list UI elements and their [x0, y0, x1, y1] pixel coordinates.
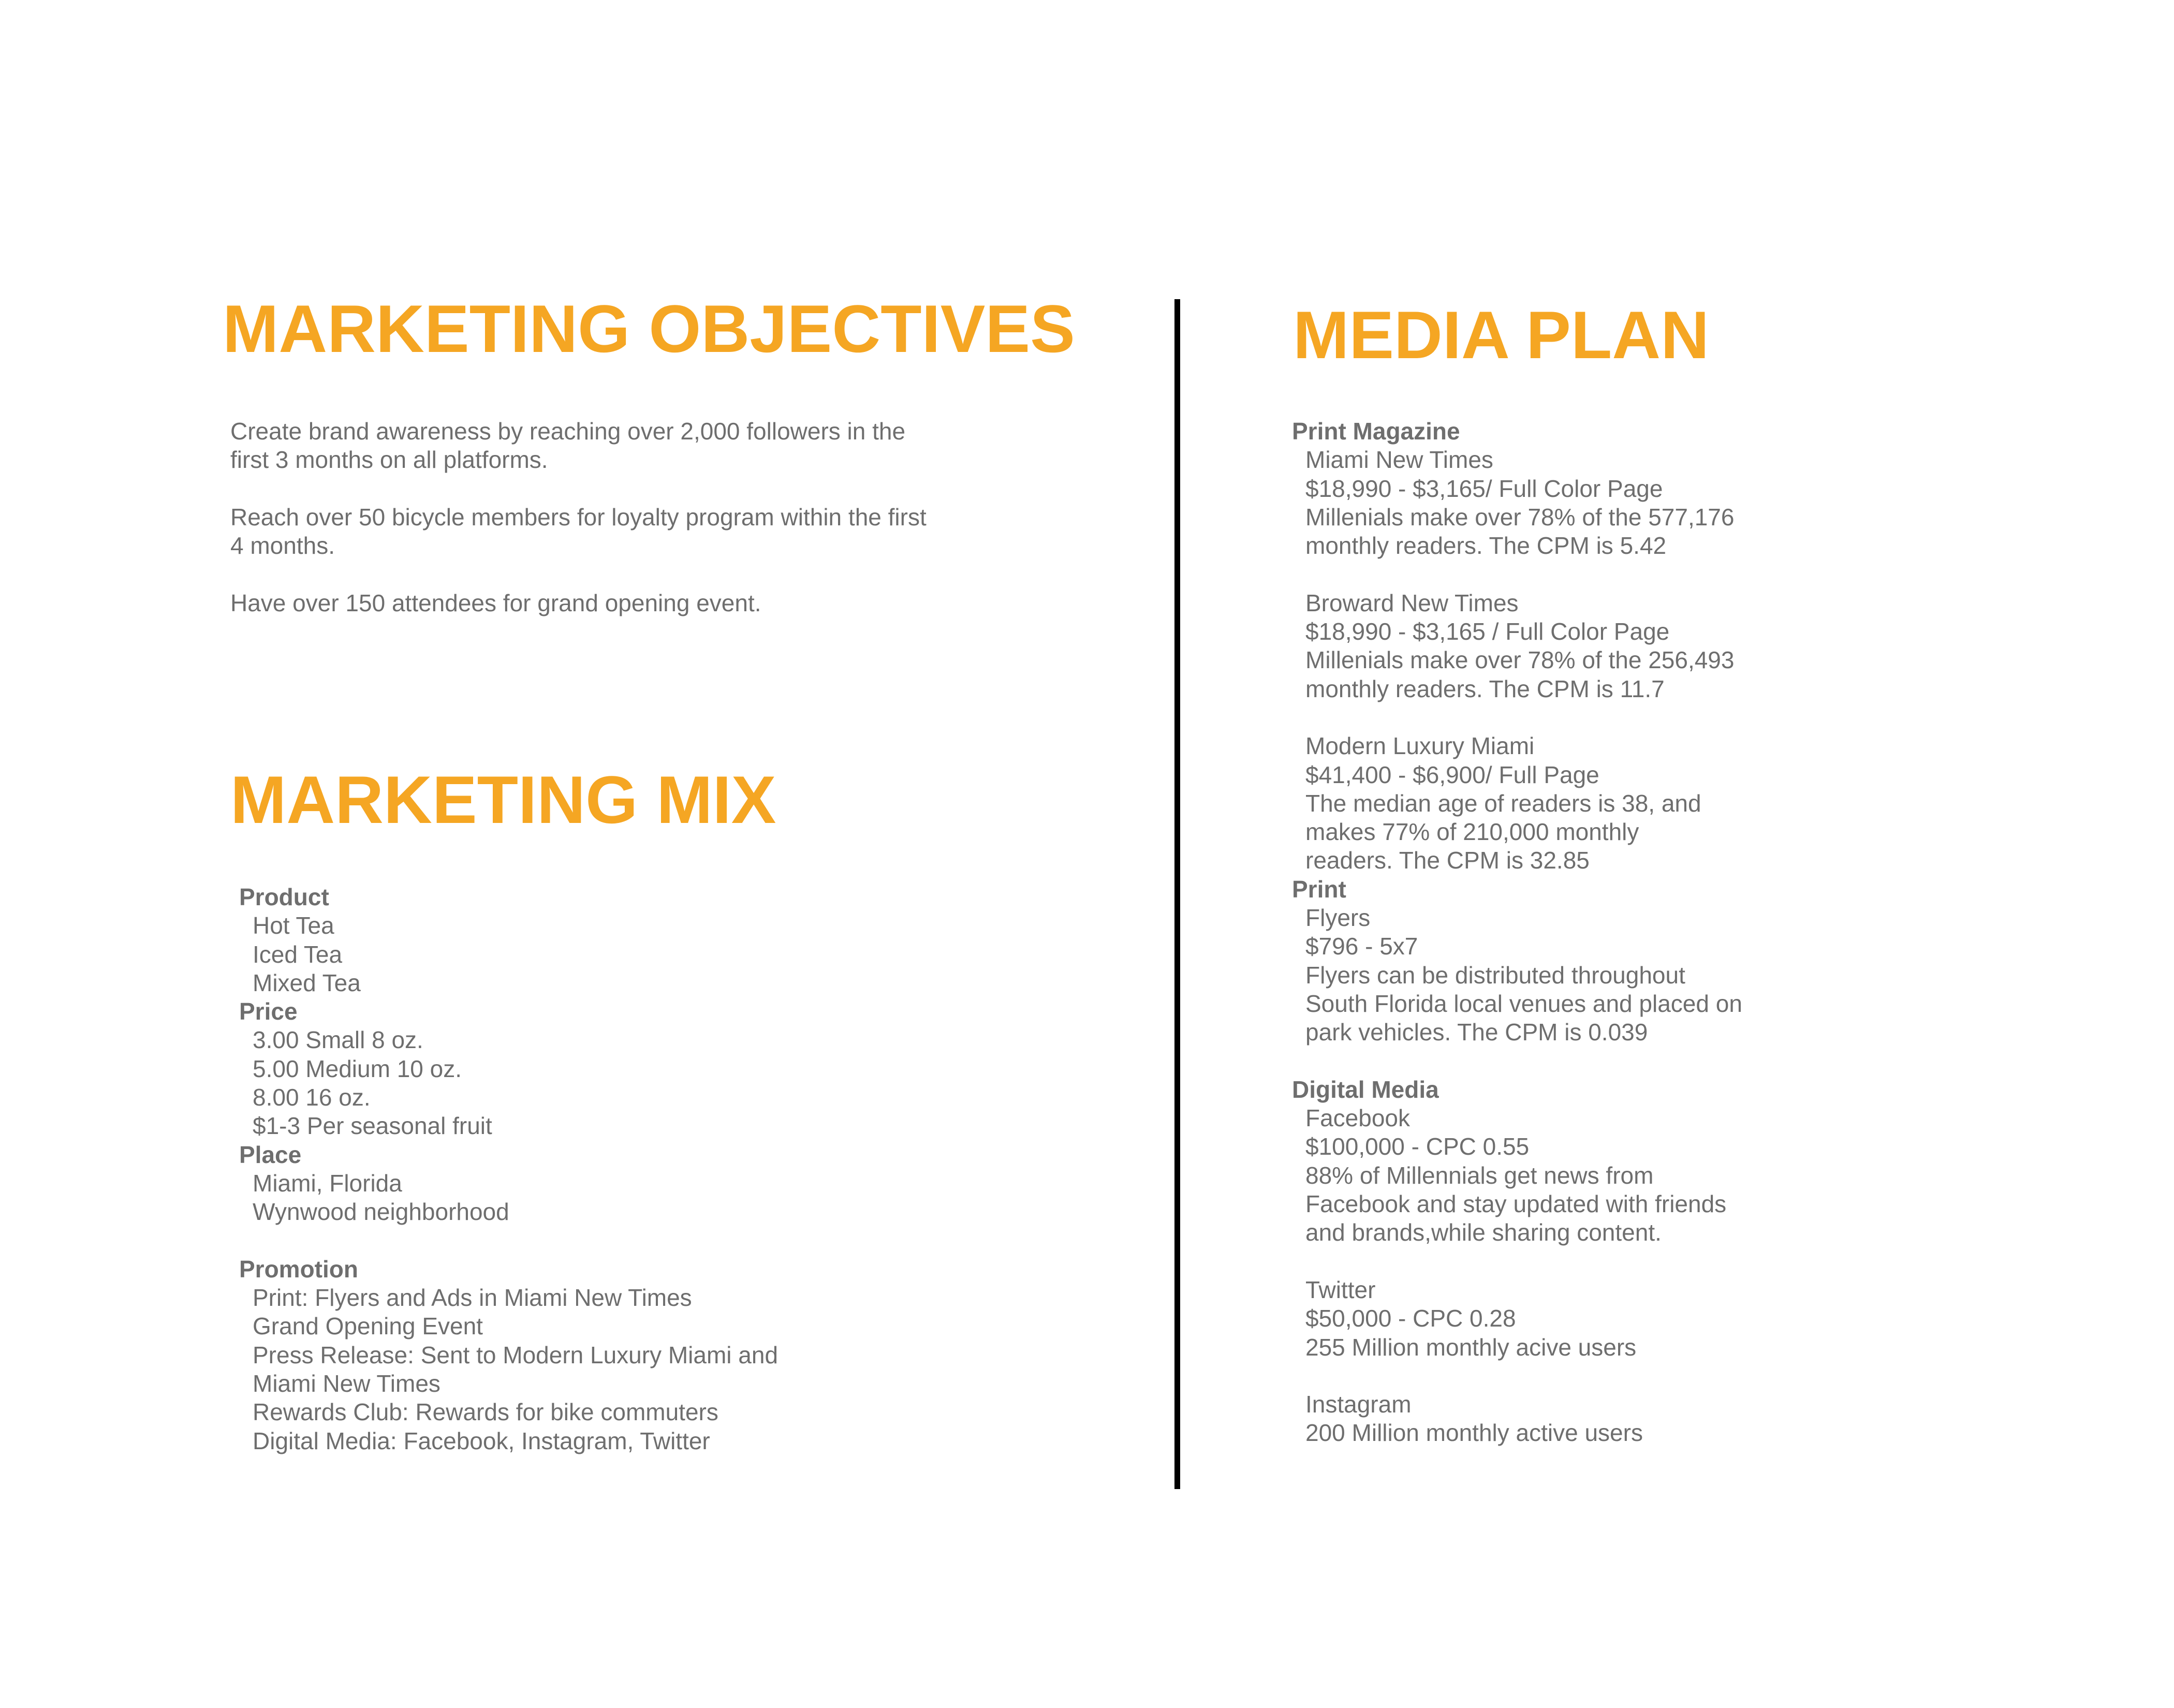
- media-line: Facebook: [1305, 1105, 1411, 1132]
- digital-media-label: Digital Media: [1292, 1076, 1439, 1103]
- media-line: Miami New Times: [1305, 446, 1493, 474]
- media-line: monthly readers. The CPM is 11.7: [1305, 675, 1665, 702]
- marketing-objectives-heading: MARKETING OBJECTIVES: [223, 291, 1075, 366]
- product-item: Mixed Tea: [253, 969, 361, 996]
- objective-line: 4 months.: [230, 532, 335, 559]
- promotion-item: Press Release: Sent to Modern Luxury Miami and: [253, 1341, 778, 1368]
- media-line: Millenials make over 78% of the 256,493: [1305, 646, 1735, 674]
- place-item: Miami, Florida: [253, 1169, 402, 1197]
- promotion-item: Rewards Club: Rewards for bike commuters: [253, 1398, 718, 1426]
- media-line: makes 77% of 210,000 monthly: [1305, 818, 1639, 846]
- media-line: The median age of readers is 38, and: [1305, 789, 1701, 817]
- media-line: Broward New Times: [1305, 589, 1519, 616]
- place-item: Wynwood neighborhood: [253, 1198, 509, 1226]
- media-line: readers. The CPM is 32.85: [1305, 847, 1590, 874]
- objective-line: Create brand awareness by reaching over 2,000 followers in the: [230, 418, 906, 445]
- media-line: 200 Million monthly active users: [1305, 1419, 1643, 1447]
- media-line: Flyers: [1305, 904, 1371, 932]
- media-plan-list: [1292, 417, 1742, 1448]
- promotion-item: Grand Opening Event: [253, 1313, 483, 1340]
- price-item: 8.00 16 oz.: [253, 1084, 371, 1111]
- price-item: 3.00 Small 8 oz.: [253, 1026, 423, 1054]
- media-line: Millenials make over 78% of the 577,176: [1305, 503, 1735, 531]
- product-label: Product: [239, 884, 329, 910]
- media-line: $100,000 - CPC 0.55: [1305, 1133, 1530, 1160]
- product-item: Iced Tea: [253, 940, 343, 968]
- marketing-mix-list: [239, 883, 778, 1455]
- media-line: $796 - 5x7: [1305, 933, 1418, 960]
- media-line: Facebook and stay updated with friends: [1305, 1190, 1727, 1218]
- media-line: $50,000 - CPC 0.28: [1305, 1305, 1516, 1332]
- objective-line: first 3 months on all platforms.: [230, 446, 548, 474]
- price-item: 5.00 Medium 10 oz.: [253, 1055, 462, 1082]
- promotion-label: Promotion: [239, 1255, 358, 1283]
- objective-line: Have over 150 attendees for grand opening event.: [230, 589, 761, 616]
- media-line: $18,990 - $3,165 / Full Color Page: [1305, 618, 1670, 645]
- column-divider: [1174, 299, 1180, 1489]
- media-line: Twitter: [1305, 1276, 1376, 1303]
- marketing-mix-heading: MARKETING MIX: [230, 762, 776, 837]
- media-line: $41,400 - $6,900/ Full Page: [1305, 761, 1599, 788]
- media-line: $18,990 - $3,165/ Full Color Page: [1305, 475, 1663, 502]
- marketing-objectives-text: [230, 417, 927, 617]
- print-label: Print: [1292, 875, 1346, 903]
- media-line: park vehicles. The CPM is 0.039: [1305, 1019, 1648, 1046]
- media-line: 255 Million monthly acive users: [1305, 1333, 1637, 1361]
- promotion-item: Print: Flyers and Ads in Miami New Times: [253, 1284, 692, 1312]
- media-line: 88% of Millennials get news from: [1305, 1161, 1654, 1189]
- promotion-item: Digital Media: Facebook, Instagram, Twitter: [253, 1427, 710, 1454]
- place-label: Place: [239, 1141, 302, 1168]
- media-line: South Florida local venues and placed on: [1305, 990, 1742, 1017]
- promotion-item: Miami New Times: [253, 1370, 440, 1397]
- media-plan-heading: MEDIA PLAN: [1293, 297, 1710, 373]
- product-item: Hot Tea: [253, 912, 334, 939]
- media-line: Flyers can be distributed throughout: [1305, 961, 1685, 989]
- media-line: monthly readers. The CPM is 5.42: [1305, 532, 1667, 559]
- objective-line: Reach over 50 bicycle members for loyalty program within the first: [230, 503, 927, 531]
- media-line: Modern Luxury Miami: [1305, 732, 1535, 760]
- print-magazine-label: Print Magazine: [1292, 418, 1460, 445]
- media-line: and brands,while sharing content.: [1305, 1219, 1662, 1246]
- price-item: $1-3 Per seasonal fruit: [253, 1112, 492, 1140]
- media-line: Instagram: [1305, 1391, 1412, 1418]
- price-label: Price: [239, 998, 298, 1025]
